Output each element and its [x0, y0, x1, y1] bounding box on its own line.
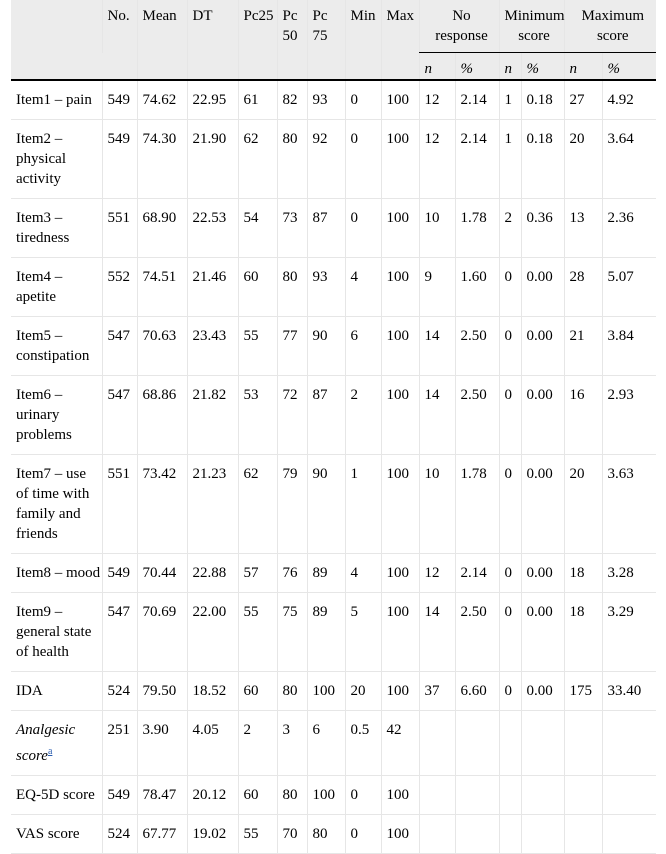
table-cell: 3.63 [602, 455, 656, 554]
header-row [11, 0, 656, 53]
row-label-text: VAS score [16, 826, 80, 842]
table-cell: 10 [419, 455, 455, 554]
table-cell: 547 [102, 317, 137, 376]
table-cell: 12 [419, 554, 455, 593]
table-cell: 72 [277, 376, 307, 455]
table-cell: 57 [238, 554, 277, 593]
table-cell: 5.07 [602, 258, 656, 317]
table-cell: 61 [238, 80, 277, 120]
table-cell: 79 [277, 455, 307, 554]
table-cell [602, 815, 656, 854]
table-cell: 251 [102, 711, 137, 776]
footnote-link[interactable]: a [47, 746, 53, 757]
table-row [11, 376, 656, 455]
table-cell [521, 711, 564, 776]
row-label [11, 80, 102, 120]
table-cell: 549 [102, 120, 137, 199]
table-cell: 93 [307, 80, 345, 120]
table-cell: 62 [238, 455, 277, 554]
table-cell: 53 [238, 376, 277, 455]
table-cell: 80 [277, 258, 307, 317]
table-cell: 68.86 [137, 376, 187, 455]
table-cell: 0 [345, 80, 381, 120]
table-cell: 100 [381, 672, 419, 711]
table-cell: 2.50 [455, 593, 499, 672]
table-cell: 2.50 [455, 376, 499, 455]
table-cell: 0.5 [345, 711, 381, 776]
row-label [11, 120, 102, 199]
table-cell: 20 [564, 120, 602, 199]
row-label-text: Item7 – use of time with family and friends [16, 466, 90, 542]
table-cell: 0.00 [521, 672, 564, 711]
row-label [11, 376, 102, 455]
table-cell: 9 [419, 258, 455, 317]
table-cell: 100 [381, 317, 419, 376]
table-cell: 74.51 [137, 258, 187, 317]
header-pc25: Pc25 [238, 0, 277, 53]
table-cell: 12 [419, 120, 455, 199]
table-cell: 55 [238, 593, 277, 672]
subheader-pct: % [455, 53, 499, 81]
table-cell [602, 711, 656, 776]
table-cell: 547 [102, 593, 137, 672]
table-cell: 22.53 [187, 199, 238, 258]
subheader-pct: % [602, 53, 656, 81]
table-cell: 552 [102, 258, 137, 317]
subheader-n: n [499, 53, 521, 81]
table-cell: 87 [307, 376, 345, 455]
table-cell: 20.12 [187, 776, 238, 815]
table-cell: 4 [345, 258, 381, 317]
table-cell: 55 [238, 317, 277, 376]
row-label-text: Item6 – urinary problems [16, 387, 72, 443]
table-cell: 1.78 [455, 199, 499, 258]
row-label-text: Item4 – apetite [16, 269, 63, 305]
table-cell: 1 [345, 455, 381, 554]
table-cell: 100 [381, 199, 419, 258]
table-cell: 5 [345, 593, 381, 672]
row-label-text: EQ-5D score [16, 787, 95, 803]
table-cell: 55 [238, 815, 277, 854]
table-cell: 80 [277, 672, 307, 711]
subheader-n: n [564, 53, 602, 81]
table-cell: 2.50 [455, 317, 499, 376]
table-cell: 21.23 [187, 455, 238, 554]
table-cell: 87 [307, 199, 345, 258]
table-cell: 6 [345, 317, 381, 376]
row-label [11, 258, 102, 317]
table-cell: 0 [345, 120, 381, 199]
table-cell [419, 776, 455, 815]
table-cell: 42 [381, 711, 419, 776]
header-max: Max [381, 0, 419, 53]
table-cell [564, 815, 602, 854]
row-label-text: IDA [16, 683, 43, 699]
table-cell: 0.00 [521, 593, 564, 672]
table-cell: 60 [238, 776, 277, 815]
table-cell: 100 [307, 776, 345, 815]
table-cell: 551 [102, 455, 137, 554]
table-cell [455, 776, 499, 815]
table-cell: 100 [381, 376, 419, 455]
table-cell: 551 [102, 199, 137, 258]
row-label-text: Item1 – pain [16, 92, 92, 108]
table-cell: 74.62 [137, 80, 187, 120]
table-cell: 82 [277, 80, 307, 120]
table-cell: 70.69 [137, 593, 187, 672]
table-cell: 74.30 [137, 120, 187, 199]
table-cell: 100 [381, 593, 419, 672]
table-cell: 60 [238, 258, 277, 317]
table-cell: 27 [564, 80, 602, 120]
table-cell [419, 815, 455, 854]
row-label-text: Item3 – tiredness [16, 210, 70, 246]
table-cell: 33.40 [602, 672, 656, 711]
table-cell: 62 [238, 120, 277, 199]
table-cell: 89 [307, 554, 345, 593]
header-no: No. [102, 0, 137, 53]
table-cell: 28 [564, 258, 602, 317]
header-pc75: Pc 75 [307, 0, 345, 53]
table-cell: 18 [564, 593, 602, 672]
row-label [11, 554, 102, 593]
table-cell: 0 [345, 199, 381, 258]
row-label [11, 317, 102, 376]
table-row [11, 711, 656, 776]
table-body [11, 80, 656, 854]
table-cell: 14 [419, 593, 455, 672]
table-row [11, 776, 656, 815]
table-cell: 1 [499, 80, 521, 120]
row-label [11, 672, 102, 711]
table-cell: 80 [277, 120, 307, 199]
table-row [11, 120, 656, 199]
table-cell: 2 [499, 199, 521, 258]
row-label-text: Analgesic score [16, 722, 76, 764]
table-cell: 79.50 [137, 672, 187, 711]
header-mean: Mean [137, 0, 187, 53]
subheader-row [11, 53, 656, 81]
table-cell: 100 [381, 120, 419, 199]
table-cell: 18.52 [187, 672, 238, 711]
table-cell: 175 [564, 672, 602, 711]
table-cell: 0 [499, 554, 521, 593]
table-cell: 22.95 [187, 80, 238, 120]
table-cell: 2.14 [455, 554, 499, 593]
table-cell: 2.14 [455, 120, 499, 199]
table-cell: 4 [345, 554, 381, 593]
statistics-table [11, 0, 656, 854]
table-cell: 19.02 [187, 815, 238, 854]
table-row [11, 80, 656, 120]
table-cell [564, 711, 602, 776]
table-cell: 3.64 [602, 120, 656, 199]
table-cell [521, 815, 564, 854]
table-cell: 2 [238, 711, 277, 776]
table-cell: 0 [499, 258, 521, 317]
table-cell: 0 [499, 317, 521, 376]
table-cell [499, 776, 521, 815]
row-label [11, 593, 102, 672]
row-label [11, 776, 102, 815]
table-cell [521, 776, 564, 815]
table-cell [455, 711, 499, 776]
table-cell: 14 [419, 376, 455, 455]
row-label [11, 199, 102, 258]
table-cell: 67.77 [137, 815, 187, 854]
table-cell: 3.28 [602, 554, 656, 593]
table-cell: 100 [307, 672, 345, 711]
table-cell: 37 [419, 672, 455, 711]
table-cell: 2.14 [455, 80, 499, 120]
table-cell: 22.88 [187, 554, 238, 593]
table-cell: 90 [307, 317, 345, 376]
table-cell: 100 [381, 776, 419, 815]
table-row [11, 672, 656, 711]
header-label [11, 0, 102, 80]
table-cell: 1.60 [455, 258, 499, 317]
table-row [11, 199, 656, 258]
table-cell [564, 776, 602, 815]
table-cell: 0 [499, 672, 521, 711]
table-cell: 100 [381, 80, 419, 120]
table-cell: 20 [564, 455, 602, 554]
table-cell: 4.05 [187, 711, 238, 776]
table-cell: 70.44 [137, 554, 187, 593]
table-cell: 14 [419, 317, 455, 376]
table-cell: 0 [499, 455, 521, 554]
table-cell: 80 [277, 776, 307, 815]
table-cell: 68.90 [137, 199, 187, 258]
row-label [11, 815, 102, 854]
table-cell: 1.78 [455, 455, 499, 554]
table-cell: 21 [564, 317, 602, 376]
table-cell [455, 815, 499, 854]
table-cell: 0.00 [521, 455, 564, 554]
table-cell: 0 [499, 376, 521, 455]
table-cell: 18 [564, 554, 602, 593]
table-cell: 13 [564, 199, 602, 258]
table-row [11, 455, 656, 554]
table-cell: 3.29 [602, 593, 656, 672]
subheader-pct: % [521, 53, 564, 81]
table-cell: 100 [381, 455, 419, 554]
table-cell: 80 [307, 815, 345, 854]
table-cell [602, 776, 656, 815]
table-cell: 77 [277, 317, 307, 376]
table-container [11, 0, 656, 854]
header-no-response: No response [419, 0, 499, 53]
table-cell: 6 [307, 711, 345, 776]
header-pc50: Pc 50 [277, 0, 307, 53]
table-cell: 100 [381, 815, 419, 854]
table-cell: 0.00 [521, 317, 564, 376]
subheader-n: n [419, 53, 455, 81]
table-cell: 60 [238, 672, 277, 711]
table-row [11, 593, 656, 672]
table-cell: 12 [419, 80, 455, 120]
table-cell: 90 [307, 455, 345, 554]
header-min: Min [345, 0, 381, 53]
table-cell: 75 [277, 593, 307, 672]
table-cell: 93 [307, 258, 345, 317]
table-cell: 76 [277, 554, 307, 593]
table-row [11, 258, 656, 317]
table-cell: 21.82 [187, 376, 238, 455]
table-cell: 0.36 [521, 199, 564, 258]
table-row [11, 554, 656, 593]
row-label-text: Item9 – general state of health [16, 604, 92, 660]
table-cell: 2.93 [602, 376, 656, 455]
table-cell: 0.18 [521, 120, 564, 199]
table-cell: 2.36 [602, 199, 656, 258]
table-cell: 0 [499, 593, 521, 672]
row-label-text: Item2 – physical activity [16, 131, 66, 187]
table-cell: 23.43 [187, 317, 238, 376]
table-cell: 0.18 [521, 80, 564, 120]
table-cell: 21.46 [187, 258, 238, 317]
table-cell: 22.00 [187, 593, 238, 672]
table-cell: 549 [102, 80, 137, 120]
table-cell: 547 [102, 376, 137, 455]
table-cell: 524 [102, 815, 137, 854]
table-cell: 89 [307, 593, 345, 672]
table-cell: 3.84 [602, 317, 656, 376]
table-cell: 70 [277, 815, 307, 854]
table-cell: 4.92 [602, 80, 656, 120]
table-cell: 6.60 [455, 672, 499, 711]
table-row [11, 815, 656, 854]
table-cell: 54 [238, 199, 277, 258]
table-cell: 2 [345, 376, 381, 455]
table-cell: 78.47 [137, 776, 187, 815]
table-cell: 549 [102, 554, 137, 593]
table-cell: 3.90 [137, 711, 187, 776]
row-label [11, 711, 102, 776]
table-cell: 0.00 [521, 554, 564, 593]
header-minimum-score: Minimum score [499, 0, 564, 53]
table-cell: 549 [102, 776, 137, 815]
table-cell: 92 [307, 120, 345, 199]
table-row [11, 317, 656, 376]
header-dt: DT [187, 0, 238, 53]
table-cell: 0.00 [521, 376, 564, 455]
table-cell: 21.90 [187, 120, 238, 199]
table-cell: 524 [102, 672, 137, 711]
table-cell: 0 [345, 776, 381, 815]
table-cell: 73 [277, 199, 307, 258]
row-label [11, 455, 102, 554]
row-label-text: Item5 – constipation [16, 328, 90, 364]
table-cell: 1 [499, 120, 521, 199]
table-cell: 73.42 [137, 455, 187, 554]
table-cell: 100 [381, 258, 419, 317]
table-cell [499, 711, 521, 776]
table-cell [419, 711, 455, 776]
table-cell: 70.63 [137, 317, 187, 376]
header-maximum-score: Maximum score [564, 0, 656, 53]
table-cell: 16 [564, 376, 602, 455]
table-cell: 3 [277, 711, 307, 776]
table-cell: 0.00 [521, 258, 564, 317]
table-cell: 20 [345, 672, 381, 711]
table-cell: 10 [419, 199, 455, 258]
table-cell: 0 [345, 815, 381, 854]
table-cell: 100 [381, 554, 419, 593]
row-label-text: Item8 – mood [16, 565, 101, 581]
table-cell [499, 815, 521, 854]
